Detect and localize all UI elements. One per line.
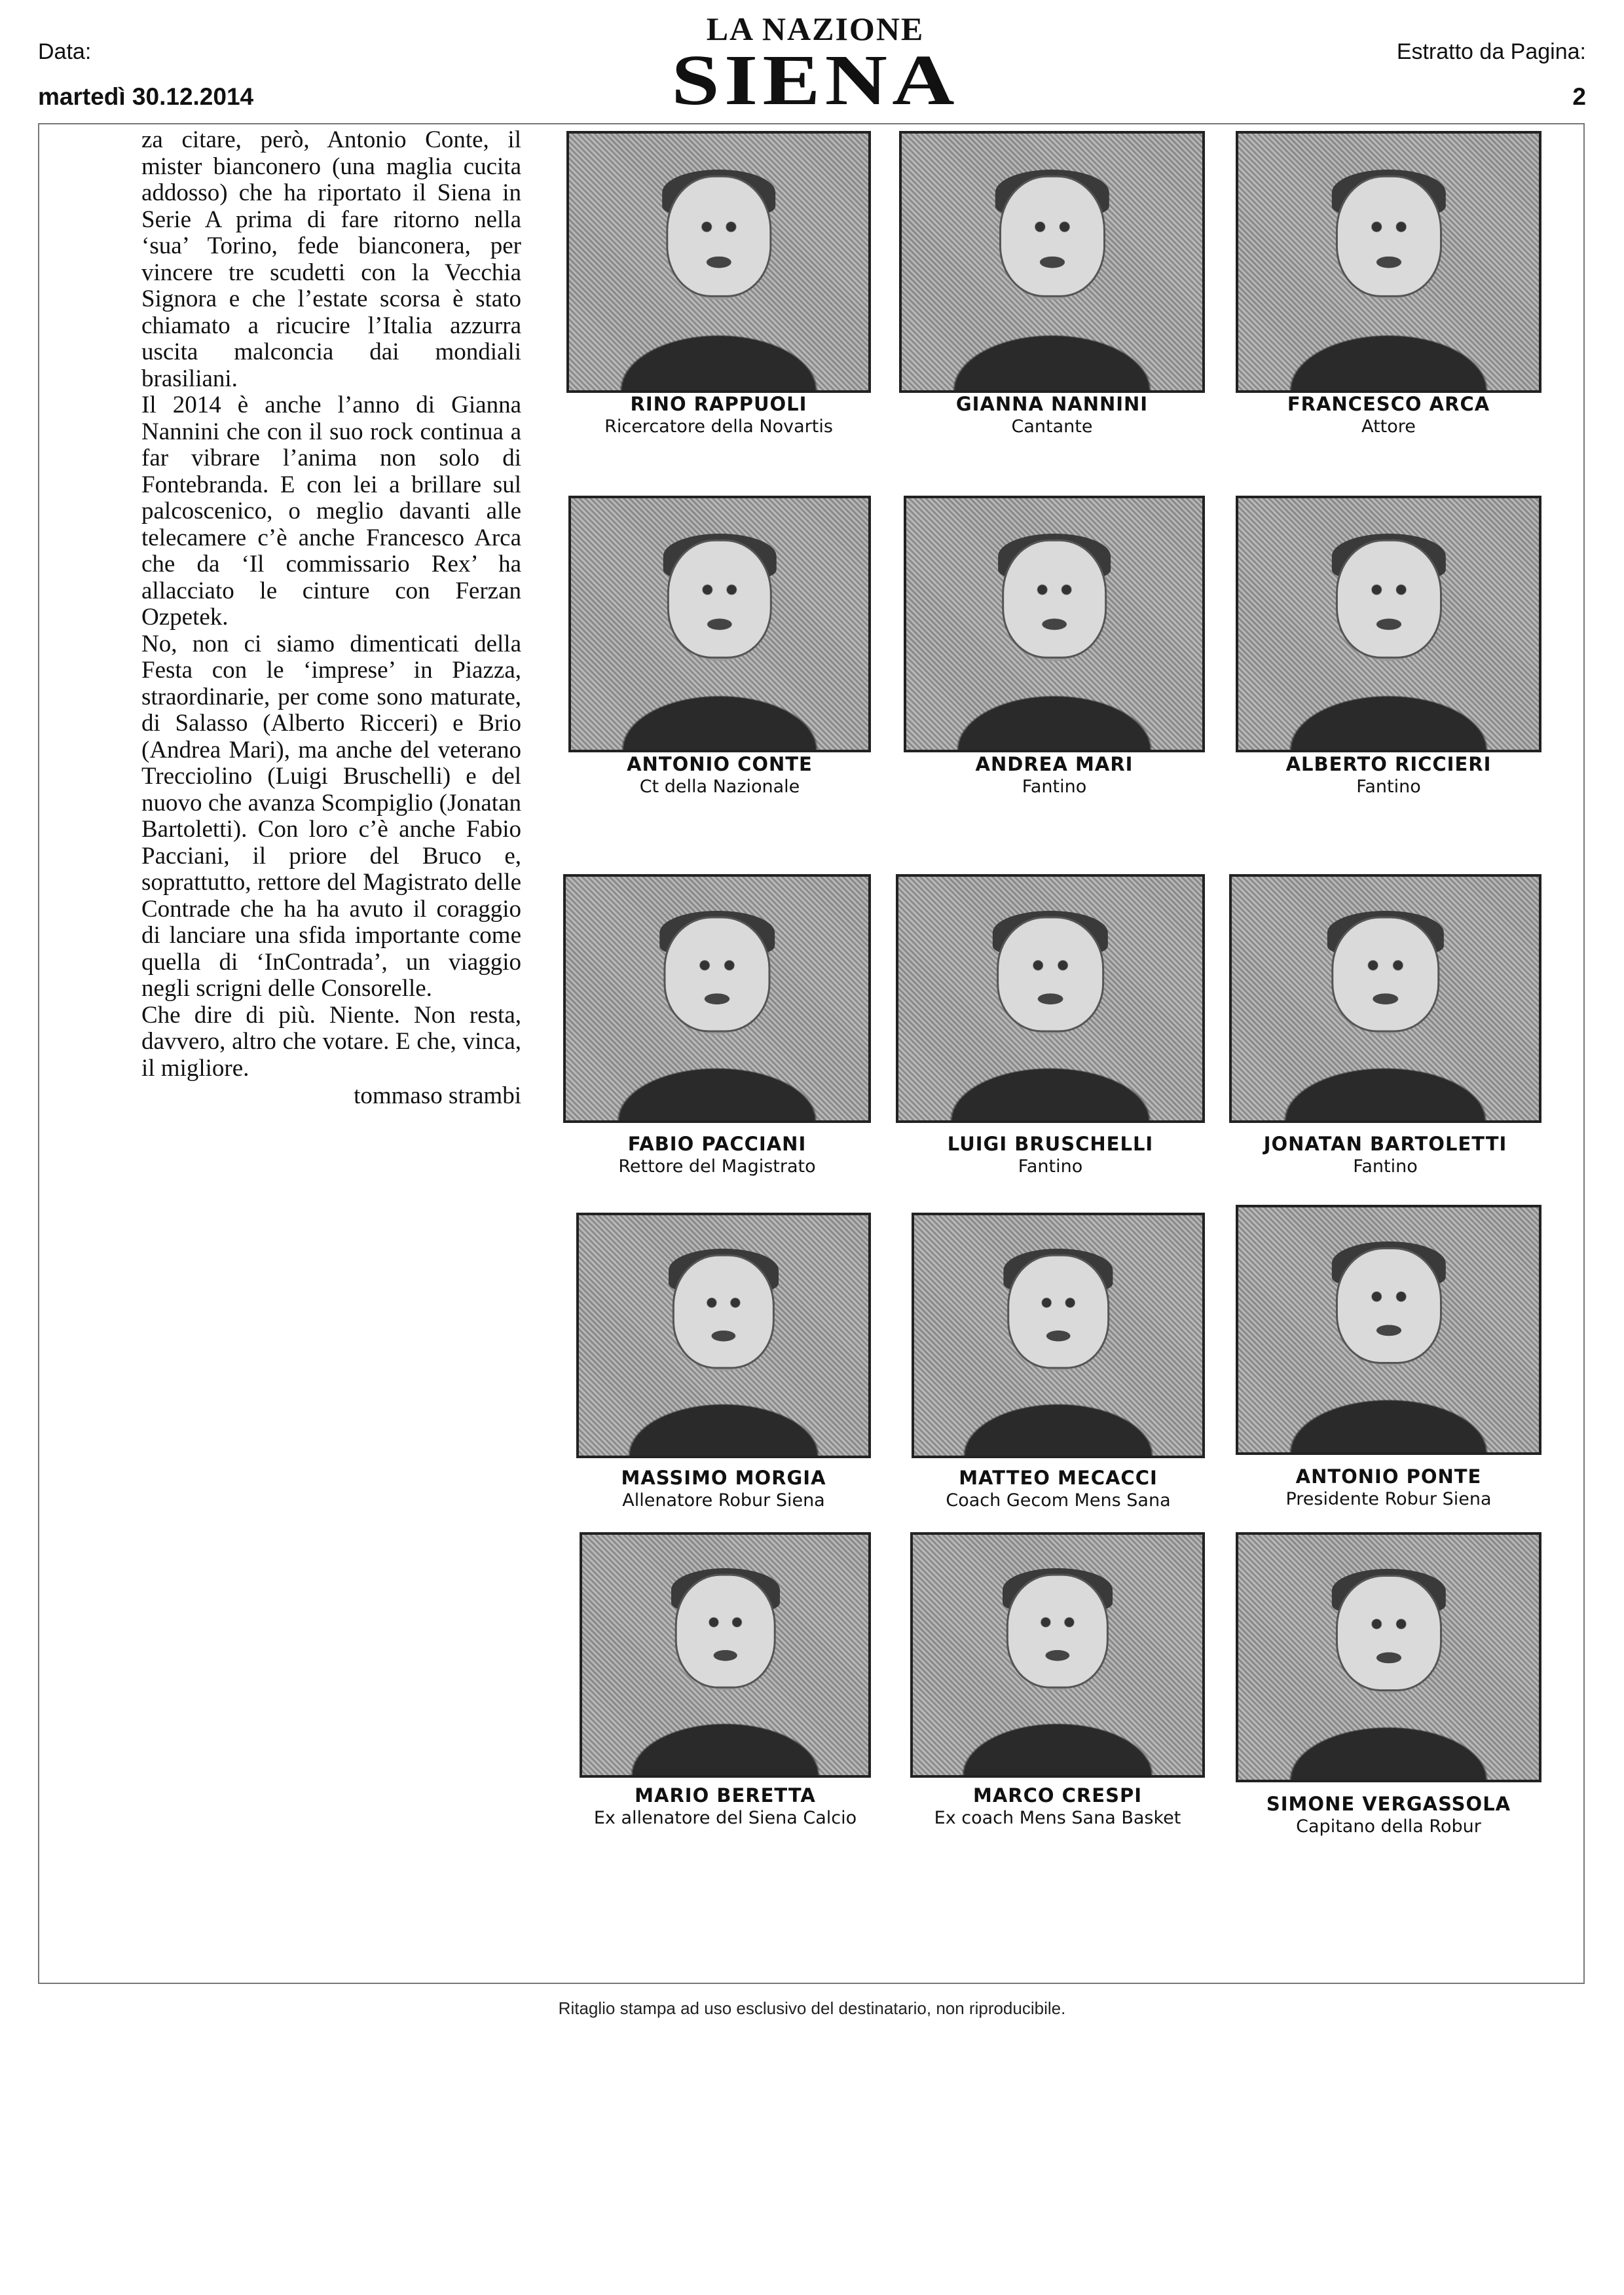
- face-icon: [1335, 539, 1441, 659]
- face-icon: [1335, 175, 1441, 297]
- portrait-photo: [563, 874, 871, 1123]
- person-card: [566, 131, 871, 445]
- portrait-photo: [576, 1213, 871, 1458]
- person-name: ALBERTO RICCIERI: [1285, 753, 1492, 775]
- portrait-photo: [896, 874, 1205, 1123]
- person-name: ANTONIO CONTE: [627, 753, 813, 775]
- person-role: Attore: [1361, 416, 1416, 437]
- person-card: [910, 1532, 1205, 1846]
- copyright-footer: Ritaglio stampa ad uso esclusivo del destinatario, non riproducibile.: [558, 1998, 1066, 2018]
- article-paragraph: Che dire di più. Niente. Non resta, davvero, altro che votare. E che, vinca, il migliore.: [141, 1001, 521, 1082]
- page-number: 2: [1572, 83, 1586, 110]
- portrait-photo: [899, 131, 1205, 393]
- person-name: LUIGI BRUSCHELLI: [947, 1133, 1154, 1155]
- face-icon: [663, 916, 770, 1032]
- person-role: Fantino: [1022, 777, 1087, 797]
- portrait-photo: [1236, 1532, 1541, 1782]
- face-icon: [1002, 539, 1107, 659]
- date-label: Data:: [38, 39, 92, 64]
- person-card: [1236, 131, 1541, 445]
- person-name: RINO RAPPUOLI: [630, 393, 807, 415]
- portrait-photo: [1236, 131, 1541, 393]
- person-role: Coach Gecom Mens Sana: [946, 1490, 1171, 1511]
- portrait-photo: [1229, 874, 1541, 1123]
- person-role: Capitano della Robur: [1296, 1816, 1481, 1837]
- portrait-photo: [568, 496, 871, 752]
- article-paragraph: No, non ci siamo dimenticati della Festa con le ‘imprese’ in Piazza, straordinarie, per come sono maturate, di Salasso (Alberto Ricceri) e Brio (Andrea Mari), ma anche del veterano Trecciolino (Luigi Bruschelli) e del nuovo che avanza Scompiglio (Jonatan Bartoletti). Con loro c’è anche Fabio Pacciani, il priore del Bruco e, soprattutto, rettore del Magistrato delle Contrade che ha ha avuto il coraggio di lanciare una sfida importante come quella di ‘InContrada’, un viaggio negli scrigni delle Consorelle.: [141, 630, 521, 1002]
- person-card: [563, 874, 871, 1188]
- article-author: tommaso strambi: [354, 1082, 521, 1109]
- person-name: JONATAN BARTOLETTI: [1263, 1133, 1507, 1155]
- person-name: MASSIMO MORGIA: [621, 1467, 826, 1489]
- person-role: Ex allenatore del Siena Calcio: [593, 1808, 857, 1828]
- person-card: [904, 496, 1205, 810]
- person-role: Allenatore Robur Siena: [622, 1490, 825, 1511]
- article-column: [141, 127, 521, 1110]
- portrait-photo: [580, 1532, 871, 1778]
- face-icon: [1007, 1254, 1109, 1368]
- person-card: [580, 1532, 871, 1846]
- person-name: SIMONE VERGASSOLA: [1266, 1793, 1511, 1815]
- face-icon: [666, 175, 771, 297]
- person-name: FRANCESCO ARCA: [1287, 393, 1490, 415]
- face-icon: [1006, 1573, 1109, 1688]
- article-paragraph: za citare, però, Antonio Conte, il mister bianconero (una maglia cucita addosso) che ha riportato il Siena in Serie A prima di fare ritorno nella ‘sua’ Torino, fede bianconera, per vincere tre scudetti con la Vecchia Signora e che l’estate scorsa è stato chiamato a ricucire l’Italia azzurra uscita malconcia dai mondiali brasiliani.: [141, 126, 521, 392]
- face-icon: [673, 1254, 775, 1368]
- person-role: Rettore del Magistrato: [618, 1156, 816, 1177]
- person-name: ANDREA MARI: [975, 753, 1134, 775]
- header-date-block: [38, 39, 253, 111]
- article-paragraph: Il 2014 è anche l’anno di Gianna Nannini che con il suo rock continua a far vibrare l’anima non solo di Fontebranda. E con lei a brillare sul palcoscenico, o meglio davanti alle telecamere c’è anche Francesco Arca che da ‘Il commissario Rex’ ha allacciato le cinture con Ferzan Ozpetek.: [141, 392, 521, 631]
- masthead-main: SIENA: [671, 40, 959, 120]
- person-role: Fantino: [1353, 1156, 1418, 1177]
- person-role: Ex coach Mens Sana Basket: [934, 1808, 1181, 1828]
- person-card: [1236, 1205, 1541, 1519]
- person-card: [576, 1213, 871, 1527]
- person-card: [1236, 1532, 1541, 1853]
- person-role: Cantante: [1011, 416, 1093, 437]
- person-role: Ct della Nazionale: [639, 777, 800, 797]
- person-name: ANTONIO PONTE: [1295, 1465, 1482, 1488]
- face-icon: [674, 1573, 776, 1688]
- masthead-top: LA NAZIONE: [706, 10, 925, 47]
- face-icon: [999, 175, 1105, 297]
- person-name: GIANNA NANNINI: [955, 393, 1149, 415]
- face-icon: [997, 916, 1104, 1032]
- date-value: martedì 30.12.2014: [38, 83, 254, 110]
- person-role: Fantino: [1356, 777, 1421, 797]
- person-card: [568, 496, 871, 810]
- face-icon: [1335, 1575, 1441, 1691]
- face-icon: [1331, 916, 1439, 1032]
- header-page-block: [1397, 39, 1586, 111]
- page-label: Estratto da Pagina:: [1396, 39, 1586, 64]
- portrait-photo: [1236, 496, 1541, 752]
- person-card: [912, 1213, 1205, 1527]
- person-name: FABIO PACCIANI: [627, 1133, 807, 1155]
- portrait-photo: [566, 131, 871, 393]
- person-card: [899, 131, 1205, 445]
- portrait-photo: [910, 1532, 1205, 1778]
- person-name: MARIO BERETTA: [635, 1784, 816, 1807]
- newspaper-masthead: [668, 10, 963, 120]
- person-card: [1236, 496, 1541, 810]
- person-card: [1229, 874, 1541, 1188]
- person-name: MATTEO MECACCI: [959, 1467, 1158, 1489]
- person-card: [896, 874, 1205, 1188]
- face-icon: [1335, 1247, 1441, 1364]
- person-role: Fantino: [1018, 1156, 1083, 1177]
- portrait-photo: [1236, 1205, 1541, 1455]
- person-role: Ricercatore della Novartis: [604, 416, 833, 437]
- portrait-photo: [904, 496, 1205, 752]
- person-role: Presidente Robur Siena: [1285, 1489, 1492, 1509]
- portrait-photo: [912, 1213, 1205, 1458]
- face-icon: [667, 539, 772, 659]
- person-name: MARCO CRESPI: [972, 1784, 1143, 1807]
